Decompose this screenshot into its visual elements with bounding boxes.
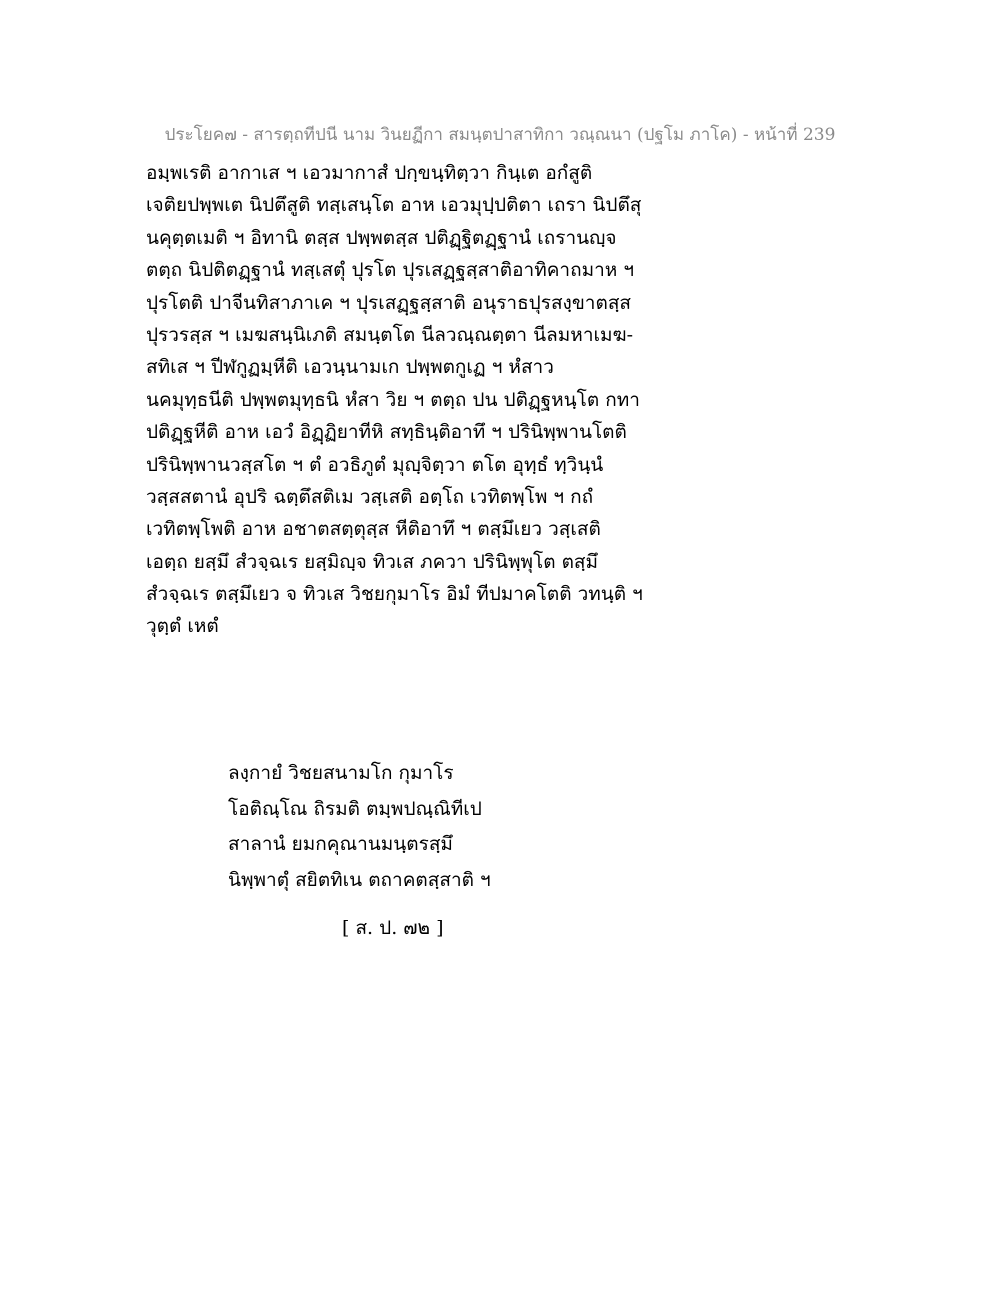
text-line: สํวจฺฉเร ตสฺมึเยว จ ทิวเส วิชยกุมาโร อิมํ ทีปมาคโตติ วทนฺติ ฯ — [146, 583, 643, 606]
text-line: วุตฺตํ เหตํ — [146, 615, 219, 638]
text-line: นคมุทฺธนีติ ปพฺพตมุทฺธนิ หํสา วิย ฯ ตตฺถ ปน ปติฏฺฐหนฺโต กทา — [146, 388, 640, 411]
running-head: ประโยค๗ - สารตฺถทีปนี นาม วินยฏีกา สมนฺตปาสาทิกา วณฺณนา (ปฐโม ภาโค) - หน้าที่ 239 — [164, 125, 836, 145]
text-line: นคุตฺตเมติ ฯ อิทานิ ตสฺส ปพฺพตสฺส ปติฏฺฐิตฏฺฐานํ เถรานญฺจ — [146, 226, 617, 249]
text-line: เวทิตพฺโพติ อาห อชาตสตฺตุสฺส หีติอาทึ ฯ ตสฺมึเยว วสฺเสติ — [146, 518, 601, 541]
text-line: ปติฏฺฐหีติ อาห เอวํ อิฏฺฏิยาทีหิ สทฺธินฺติอาทึ ฯ ปรินิพฺพานโตติ — [146, 421, 627, 444]
text-line: เอตฺถ ยสฺมึ สํวจฺฉเร ยสฺมิญฺจ ทิวเส ภควา ปรินิพฺพุโต ตสฺมึ — [146, 550, 599, 573]
verse-line: สาลานํ ยมกคุณานมนฺตรสฺมึ — [228, 833, 453, 855]
text-line: อมฺพเรติ อากาเส ฯ เอวมากาสํ ปกฺขนฺทิตฺวา กินฺเต อกํสูติ — [146, 162, 593, 184]
text-line: วสฺสสตานํ อุปริ ฉตฺตึสติเม วสฺเสติ อตฺโถ เวทิตพฺโพ ฯ กถํ — [146, 485, 594, 508]
text-line: สทิเส ฯ ปีฬกูฏมฺหีติ เอวนฺนามเก ปพฺพตกูเฏ ฯ หํสาว — [146, 356, 554, 379]
verse-block — [228, 756, 648, 898]
verse-line: ลงฺกายํ วิชยสนามโก กุมาโร — [228, 762, 454, 784]
body-text — [146, 157, 706, 643]
verse-line: นิพฺพาตุํ สยิตทิเน ตถาคตสฺสาติ ฯ — [228, 868, 491, 891]
verse-line: โอติณฺโณ ถิรมติ ตมฺพปณฺณิทีเป — [228, 797, 482, 820]
source-reference: [ ส. ป. ๗๒ ] — [342, 917, 444, 939]
text-line: เจติยปพฺพเต นิปตึสูติ ทสฺเสนฺโต อาห เอวมุปฺปติตา เถรา นิปตึสุ — [146, 194, 642, 217]
text-line: ตตฺถ นิปติตฏฺฐานํ ทสฺเสตุํ ปุรโต ปุรเสฏฺฐสฺสาติอาทิคาถมาห ฯ — [146, 259, 635, 282]
text-line: ปุรโตติ ปาจีนทิสาภาเค ฯ ปุรเสฏฺฐสฺสาติ อนุราธปุรสงฺขาตสฺส — [146, 291, 632, 314]
text-line: ปรินิพฺพานวสฺสโต ฯ ตํ อวธิภูตํ มุญฺจิตฺวา ตโต อุทฺธํ ทฺวินฺนํ — [146, 453, 604, 476]
text-line: ปุรวรสฺส ฯ เมฆสนฺนิเภติ สมนฺตโต นีลวณฺณตฺตา นีลมหาเมฆ- — [146, 323, 634, 346]
